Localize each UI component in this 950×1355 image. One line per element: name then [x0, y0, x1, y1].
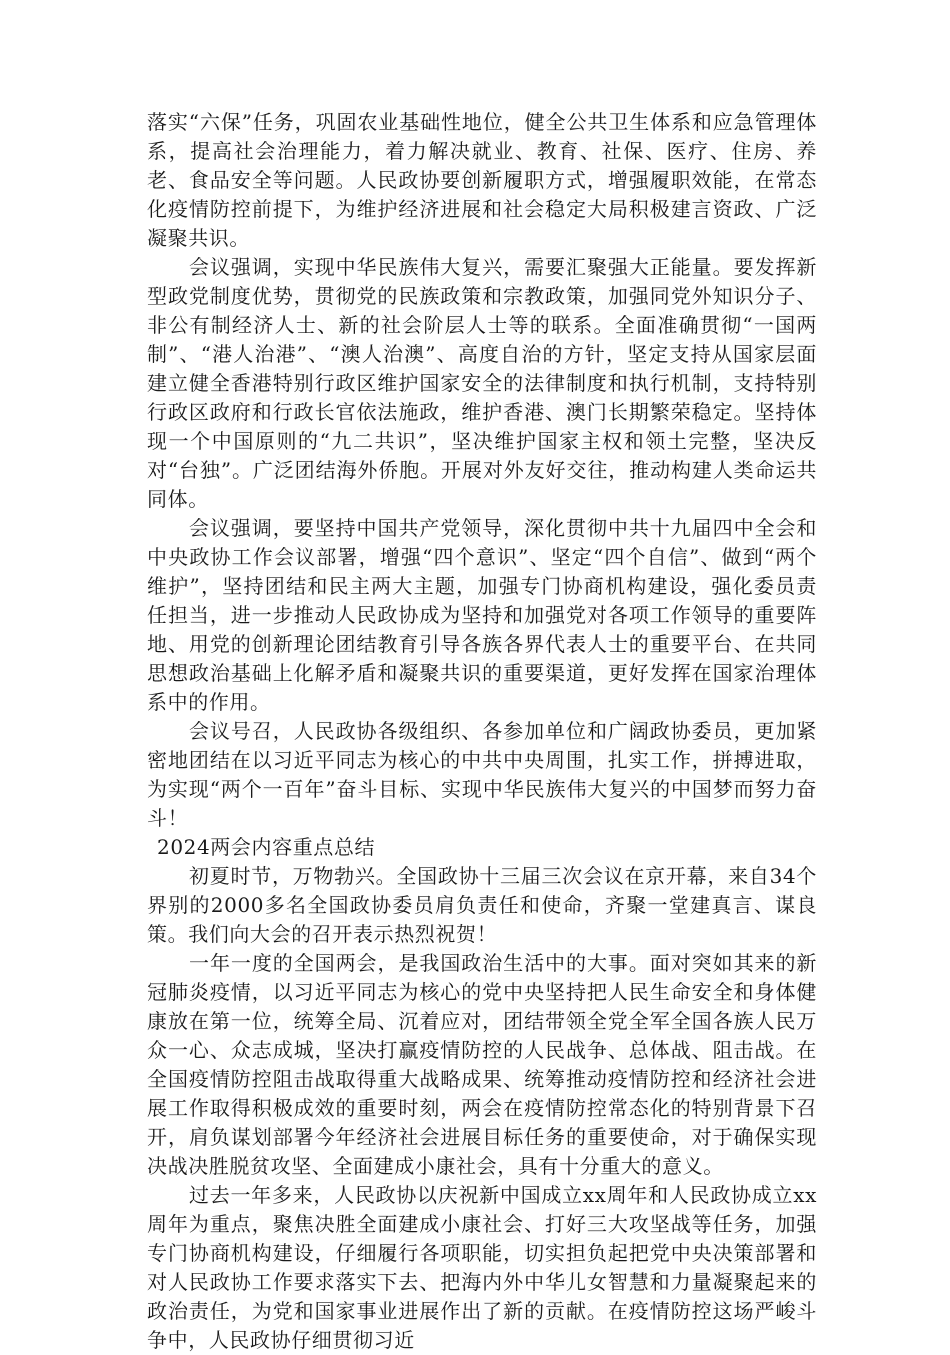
document-page: [147, 108, 817, 1355]
paragraph: 会议号召，人民政协各级组织、各参加单位和广阔政协委员，更加紧密地团结在以习近平同志为核心的中共中央周围，扎实工作，拼搏进取，为实现“两个一百年”奋斗目标、实现中华民族伟大复兴的中国梦而努力奋斗！: [147, 719, 817, 830]
paragraph: 一年一度的全国两会，是我国政治生活中的大事。面对突如其来的新冠肺炎疫情，以习近平同志为核心的党中央坚持把人民生命安全和身体健康放在第一位，统筹全局、沉着应对，团结带领全党全军全国各族人民万众一心、众志成城，坚决打赢疫情防控的人民战争、总体战、阻击战。在全国疫情防控阻击战取得重大战略成果、统筹推动疫情防控和经济社会进展工作取得积极成效的重要时刻，两会在疫情防控常态化的特别背景下召开，肩负谋划部署今年经济社会进展目标任务的重要使命，对于确保实现决战决胜脱贫攻坚、全面建成小康社会，具有十分重大的意义。: [147, 951, 817, 1178]
paragraph-continuation: 落实“六保”任务，巩固农业基础性地位，健全公共卫生体系和应急管理体系，提高社会治理能力，着力解决就业、教育、社保、医疗、住房、养老、食品安全等问题。人民政协要创新履职方式，增强履职效能，在常态化疫情防控前提下，为维护经济进展和社会稳定大局积极建言资政、广泛凝聚共识。: [147, 110, 817, 250]
paragraph: 会议强调，实现中华民族伟大复兴，需要汇聚强大正能量。要发挥新型政党制度优势，贯彻党的民族政策和宗教政策，加强同党外知识分子、非公有制经济人士、新的社会阶层人士等的联系。全面准确贯彻“一国两制”、“港人治港”、“澳人治澳”、高度自治的方针，坚定支持从国家层面建立健全香港特别行政区维护国家安全的法律制度和执行机制，支持特别行政区政府和行政长官依法施政，维护香港、澳门长期繁荣稳定。坚持体现一个中国原则的“九二共识”，坚决维护国家主权和领土完整，坚决反对“台独”。广泛团结海外侨胞。开展对外友好交往，推动构建人类命运共同体。: [147, 255, 817, 511]
paragraph: 初夏时节，万物勃兴。全国政协十三届三次会议在京开幕，来自34个界别的2000多名全国政协委员肩负责任和使命，齐聚一堂建真言、谋良策。我们向大会的召开表示热烈祝贺！: [147, 864, 817, 946]
paragraph: 过去一年多来，人民政协以庆祝新中国成立xx周年和人民政协成立xx周年为重点，聚焦决胜全面建成小康社会、打好三大攻坚战等任务，加强专门协商机构建设，仔细履行各项职能，切实担负起把党中央决策部署和对人民政协工作要求落实下去、把海内外中华儿女智慧和力量凝聚起来的政治责任，为党和国家事业进展作出了新的贡献。在疫情防控这场严峻斗争中，人民政协仔细贯彻习近: [147, 1183, 817, 1352]
section-heading: 2024两会内容重点总结: [157, 835, 376, 859]
paragraph: 会议强调，要坚持中国共产党领导，深化贯彻中共十九届四中全会和中央政协工作会议部署，增强“四个意识”、坚定“四个自信”、做到“两个维护”，坚持团结和民主两大主题，加强专门协商机构建设，强化委员责任担当，进一步推动人民政协成为坚持和加强党对各项工作领导的重要阵地、用党的创新理论团结教育引导各族各界代表人士的重要平台、在共同思想政治基础上化解矛盾和凝聚共识的重要渠道，更好发挥在国家治理体系中的作用。: [147, 516, 817, 714]
